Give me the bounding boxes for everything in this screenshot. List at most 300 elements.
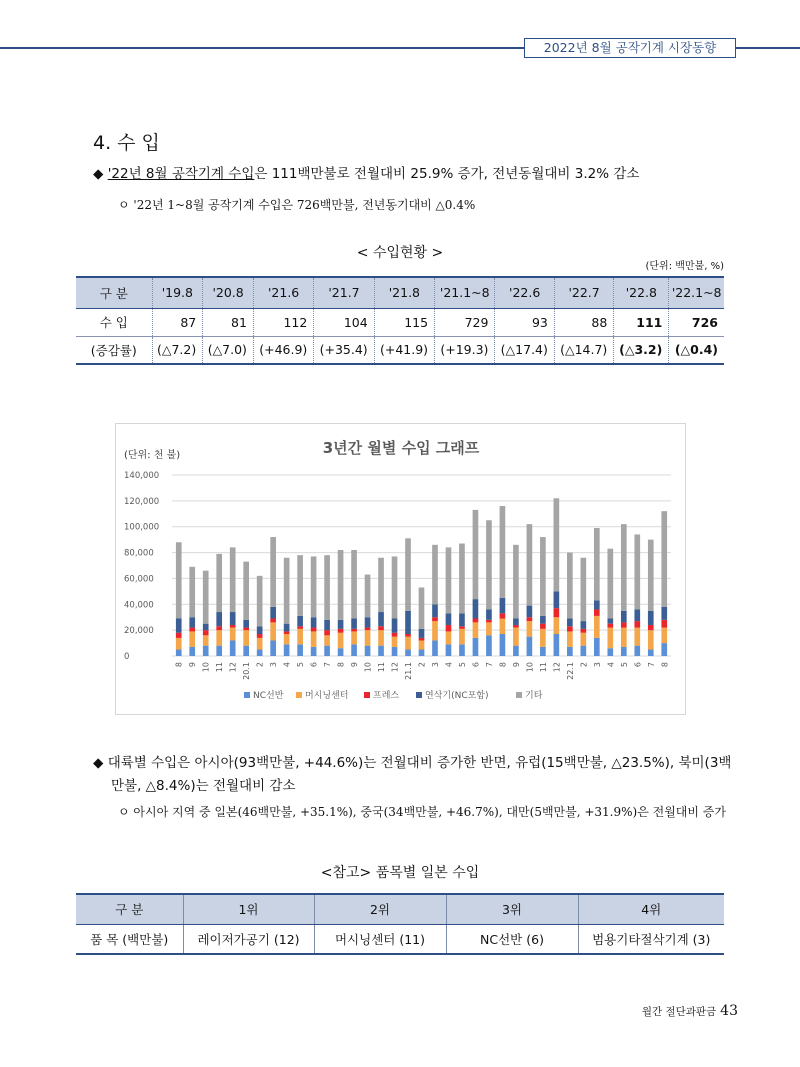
x-tick-label: 8 <box>336 662 346 668</box>
bar-segment <box>607 549 613 619</box>
y-tick-label: 0 <box>124 652 130 662</box>
bar-segment <box>392 619 398 633</box>
legend-swatch <box>416 692 422 698</box>
table-cell: 87 <box>152 308 203 336</box>
bar-segment <box>257 650 263 656</box>
x-tick-label: 5 <box>296 662 306 668</box>
table-cell: 머시닝센터 (11) <box>314 924 446 954</box>
bar-segment <box>311 647 317 656</box>
bar-segment <box>661 607 667 620</box>
bar-segment <box>446 644 452 656</box>
bar-segment <box>324 630 330 635</box>
bar-segment <box>324 620 330 630</box>
bar-segment <box>365 575 371 618</box>
header-title: 2022년 8월 공작기계 시장동향 <box>524 38 736 58</box>
table-header-cell: '22.7 <box>554 277 613 308</box>
bar-segment <box>607 619 613 624</box>
bar-segment <box>284 644 290 656</box>
bar-segment <box>257 626 263 634</box>
bullet-underlined-text: '22년 8월 공작기계 수입 <box>107 166 255 182</box>
x-tick-label: 5 <box>619 662 629 668</box>
bar-segment <box>338 633 344 649</box>
bar-segment <box>554 498 560 591</box>
bar-segment <box>419 638 425 641</box>
bar-segment <box>540 629 546 647</box>
y-tick-label: 80,000 <box>124 548 154 559</box>
bar-segment <box>621 622 627 627</box>
bar-segment <box>459 644 465 656</box>
x-tick-label: 12 <box>228 662 238 673</box>
bar-segment <box>594 616 600 638</box>
bar-segment <box>297 616 303 626</box>
x-tick-label: 7 <box>484 662 494 668</box>
bar-segment <box>486 609 492 619</box>
bar-segment <box>554 591 560 608</box>
table-cell: (△0.4) <box>669 336 724 364</box>
bar-segment <box>284 558 290 624</box>
table-header-cell: 구 분 <box>76 277 152 308</box>
bar-segment <box>446 547 452 613</box>
bullet-summary <box>93 162 639 182</box>
table-header-row <box>76 277 724 308</box>
bar-segment <box>581 621 587 629</box>
table-cell: (△17.4) <box>495 336 554 364</box>
table2-title: <참고> 품목별 일본 수입 <box>320 865 480 881</box>
bar-segment <box>311 556 317 617</box>
bar-segment <box>540 537 546 616</box>
bar-segment <box>405 637 411 650</box>
x-tick-label: 21.1 <box>404 662 414 680</box>
table-row <box>76 924 724 954</box>
table-cell: (증감률) <box>76 336 152 364</box>
bar-segment <box>230 625 236 628</box>
bar-segment <box>621 524 627 611</box>
x-tick-label: 9 <box>511 662 521 668</box>
bar-segment <box>270 640 276 656</box>
bar-segment <box>243 562 249 620</box>
legend-label: 기타 <box>525 691 543 701</box>
bar-segment <box>567 626 573 631</box>
bar-segment <box>621 628 627 647</box>
bar-segment <box>257 638 263 650</box>
bar-segment <box>513 628 519 646</box>
bar-segment <box>419 640 425 649</box>
bar-segment <box>581 629 587 633</box>
x-tick-label: 2 <box>417 662 427 668</box>
x-tick-label: 7 <box>323 662 333 668</box>
bar-segment <box>513 625 519 628</box>
bar-segment <box>459 544 465 614</box>
bar-segment <box>297 629 303 645</box>
bar-segment <box>661 643 667 656</box>
bar-segment <box>527 617 533 621</box>
chart-svg <box>116 424 687 716</box>
table-cell: (△14.7) <box>554 336 613 364</box>
bar-segment <box>243 620 249 628</box>
x-tick-label: 11 <box>215 662 225 673</box>
bar-segment <box>473 599 479 618</box>
table-cell: 88 <box>554 308 613 336</box>
bar-segment <box>338 648 344 656</box>
bar-segment <box>243 628 249 631</box>
legend-swatch <box>516 692 522 698</box>
bar-segment <box>324 635 330 645</box>
table1-title: < 수입현황 > <box>356 245 444 261</box>
bar-segment <box>311 617 317 627</box>
monthly-import-chart <box>115 423 686 715</box>
x-tick-label: 2 <box>255 662 265 668</box>
bar-segment <box>634 621 640 627</box>
x-tick-label: 4 <box>282 662 292 668</box>
table-header-cell: 4위 <box>578 894 724 924</box>
table-cell: (+19.3) <box>435 336 495 364</box>
table-cell: 104 <box>314 308 374 336</box>
bar-segment <box>432 617 438 621</box>
bar-segment <box>459 613 465 626</box>
y-tick-label: 120,000 <box>124 496 160 507</box>
bar-segment <box>661 511 667 607</box>
bar-segment <box>540 616 546 624</box>
x-tick-label: 10 <box>363 662 373 673</box>
x-tick-label: 10 <box>525 662 535 673</box>
bar-segment <box>567 631 573 647</box>
bar-segment <box>554 617 560 634</box>
bar-segment <box>634 628 640 646</box>
table-header-cell: '22.6 <box>495 277 554 308</box>
y-tick-label: 60,000 <box>124 574 154 585</box>
bar-segment <box>365 617 371 627</box>
bar-segment <box>351 629 357 632</box>
bar-segment <box>230 640 236 656</box>
import-status-table <box>76 276 724 365</box>
bar-segment <box>378 626 384 630</box>
legend-label: 머시닝센터 <box>305 691 349 701</box>
x-tick-label: 8 <box>498 662 508 668</box>
bar-segment <box>338 629 344 633</box>
table-header-cell: '21.7 <box>314 277 374 308</box>
bar-segment <box>203 635 209 645</box>
x-tick-label: 6 <box>309 662 319 668</box>
bar-segment <box>297 626 303 629</box>
bar-segment <box>648 650 654 656</box>
diamond-bullet-icon: ◆ <box>93 166 104 182</box>
bar-segment <box>634 534 640 609</box>
bar-segment <box>216 626 222 630</box>
legend-swatch <box>364 692 370 698</box>
bar-segment <box>607 624 613 628</box>
bar-segment <box>419 629 425 638</box>
x-tick-label: 3 <box>269 662 279 668</box>
x-tick-label: 20.1 <box>242 662 252 680</box>
bar-segment <box>324 555 330 620</box>
y-tick-label: 100,000 <box>124 522 160 533</box>
bar-segment <box>661 620 667 628</box>
table-row-growth <box>76 336 724 364</box>
bar-segment <box>446 625 452 631</box>
bar-segment <box>594 609 600 615</box>
bar-segment <box>634 646 640 656</box>
bar-segment <box>270 607 276 619</box>
bar-segment <box>513 545 519 619</box>
bar-segment <box>486 622 492 635</box>
bar-segment <box>473 622 479 638</box>
bar-segment <box>459 626 465 629</box>
x-tick-label: 3 <box>430 662 440 668</box>
x-tick-label: 9 <box>188 662 198 668</box>
bar-segment <box>230 628 236 641</box>
bar-segment <box>432 640 438 656</box>
bullet-text-line2: 만불, △8.4%)는 전월대비 감소 <box>111 778 296 794</box>
bar-segment <box>338 620 344 629</box>
bar-segment <box>176 650 182 656</box>
bar-segment <box>473 619 479 623</box>
bar-segment <box>527 621 533 637</box>
bar-segment <box>513 619 519 625</box>
bar-segment <box>203 630 209 635</box>
bar-segment <box>203 646 209 656</box>
legend-label: 연삭기(NC포함) <box>425 691 489 701</box>
bar-segment <box>500 613 506 618</box>
bar-segment <box>270 537 276 607</box>
table-cell: 81 <box>203 308 254 336</box>
bar-segment <box>405 650 411 656</box>
bar-segment <box>297 555 303 616</box>
bar-segment <box>378 646 384 656</box>
bar-segment <box>486 520 492 609</box>
bar-segment <box>270 619 276 623</box>
bar-segment <box>216 646 222 656</box>
table-cell: (+46.9) <box>253 336 313 364</box>
bar-segment <box>203 624 209 630</box>
bar-segment <box>216 630 222 646</box>
bar-segment <box>432 604 438 617</box>
table-header-cell: 3위 <box>446 894 578 924</box>
x-tick-label: 12 <box>390 662 400 673</box>
bar-segment <box>243 630 249 646</box>
table-cell: (△7.0) <box>203 336 254 364</box>
table-header-cell: '21.8 <box>374 277 434 308</box>
bar-segment <box>351 644 357 656</box>
japan-import-table <box>76 893 724 955</box>
bar-segment <box>607 628 613 649</box>
chart-unit-label: (단위: 천 불) <box>124 450 181 461</box>
bar-segment <box>405 634 411 637</box>
bar-segment <box>446 631 452 644</box>
bar-segment <box>216 554 222 612</box>
bar-segment <box>473 510 479 599</box>
x-tick-label: 6 <box>471 662 481 668</box>
bar-segment <box>176 638 182 650</box>
x-tick-label: 12 <box>552 662 562 673</box>
legend-swatch <box>296 692 302 698</box>
table-header-row <box>76 894 724 924</box>
table-cell: NC선반 (6) <box>446 924 578 954</box>
table-cell: (+35.4) <box>314 336 374 364</box>
bar-segment <box>311 631 317 647</box>
bar-segment <box>459 629 465 645</box>
bar-segment <box>648 611 654 625</box>
bar-segment <box>405 611 411 634</box>
bar-segment <box>581 646 587 656</box>
bar-segment <box>446 613 452 625</box>
bar-segment <box>311 628 317 632</box>
bar-segment <box>500 634 506 656</box>
bar-segment <box>486 635 492 656</box>
bar-segment <box>324 646 330 656</box>
bar-segment <box>594 638 600 656</box>
x-tick-label: 8 <box>660 662 670 668</box>
bar-segment <box>527 637 533 656</box>
bullet-text-line1: 대륙별 수입은 아시아(93백만불, +44.6%)는 전월대비 증가한 반면, 유럽(15백만불, △23.5%), 북미(3백 <box>107 755 732 771</box>
table-cell: 111 <box>614 308 669 336</box>
bullet-regional <box>93 752 733 798</box>
x-tick-label: 22.1 <box>565 662 575 680</box>
table-cell: 범용기타절삭기계 (3) <box>578 924 724 954</box>
bar-segment <box>189 631 195 647</box>
bar-segment <box>607 648 613 656</box>
table-cell: (△7.2) <box>152 336 203 364</box>
x-tick-label: 3 <box>592 662 602 668</box>
bar-segment <box>432 621 438 640</box>
bar-segment <box>378 630 384 646</box>
bar-segment <box>351 550 357 619</box>
legend-swatch <box>244 692 250 698</box>
bar-segment <box>634 609 640 621</box>
x-tick-label: 2 <box>579 662 589 668</box>
bar-segment <box>392 637 398 647</box>
table-cell: 115 <box>374 308 434 336</box>
sub-bullet-asia: ㅇ 아시아 지역 중 일본(46백만불, +35.1%), 중국(34백만불, +46.7%), 대만(5백만불, +31.9%)은 전월대비 증가 <box>118 805 726 819</box>
bar-segment <box>351 619 357 629</box>
y-tick-label: 140,000 <box>124 471 160 481</box>
bar-segment <box>419 650 425 656</box>
bar-segment <box>648 630 654 649</box>
bar-segment <box>392 647 398 656</box>
bar-segment <box>176 542 182 618</box>
table-cell: (△3.2) <box>614 336 669 364</box>
bar-segment <box>581 558 587 621</box>
bar-segment <box>581 633 587 646</box>
bar-segment <box>540 624 546 629</box>
y-tick-label: 20,000 <box>124 626 154 637</box>
x-tick-label: 5 <box>457 662 467 668</box>
x-tick-label: 6 <box>633 662 643 668</box>
bar-segment <box>661 628 667 644</box>
table-cell: 93 <box>495 308 554 336</box>
x-tick-label: 4 <box>444 662 454 668</box>
section-title: 4. 수 입 <box>93 132 160 154</box>
legend-label: 프레스 <box>373 691 400 701</box>
bar-segment <box>432 545 438 604</box>
x-tick-label: 7 <box>646 662 656 668</box>
diamond-bullet-icon: ◆ <box>93 755 104 771</box>
bar-segment <box>567 619 573 627</box>
bar-segment <box>378 612 384 626</box>
x-tick-label: 8 <box>174 662 184 668</box>
bar-segment <box>540 647 546 656</box>
bar-segment <box>621 647 627 656</box>
x-tick-label: 11 <box>538 662 548 673</box>
bar-segment <box>500 506 506 598</box>
x-tick-label: 10 <box>201 662 211 673</box>
bar-segment <box>365 628 371 631</box>
table-header-cell: '22.1~8 <box>669 277 724 308</box>
bar-segment <box>554 608 560 617</box>
bar-segment <box>500 598 506 614</box>
page-number: 43 <box>720 1003 738 1019</box>
bar-segment <box>365 630 371 646</box>
bar-segment <box>648 540 654 611</box>
bar-segment <box>176 633 182 638</box>
table-cell: (+41.9) <box>374 336 434 364</box>
page-footer <box>642 1003 738 1019</box>
bar-segment <box>567 647 573 656</box>
bar-segment <box>473 638 479 656</box>
table-cell: 729 <box>435 308 495 336</box>
bar-segment <box>230 547 236 612</box>
bar-segment <box>419 587 425 628</box>
bar-segment <box>554 634 560 656</box>
bar-segment <box>189 617 195 627</box>
bar-segment <box>257 634 263 638</box>
bar-segment <box>284 634 290 644</box>
bar-segment <box>648 625 654 630</box>
bar-segment <box>365 646 371 656</box>
table-header-cell: 1위 <box>183 894 314 924</box>
table-cell: 수 입 <box>76 308 152 336</box>
table-cell: 레이저가공기 (12) <box>183 924 314 954</box>
bar-segment <box>392 556 398 618</box>
bar-segment <box>594 600 600 609</box>
y-tick-label: 40,000 <box>124 600 154 611</box>
table1-unit: (단위: 백만불, %) <box>645 261 724 272</box>
table-header-cell: '21.1~8 <box>435 277 495 308</box>
sub-bullet-ytd: ㅇ '22년 1~8월 공작기계 수입은 726백만불, 전년동기대비 △0.4% <box>118 198 476 212</box>
bar-segment <box>351 631 357 644</box>
bar-segment <box>257 576 263 626</box>
bar-segment <box>392 633 398 637</box>
bar-segment <box>297 644 303 656</box>
x-tick-label: 9 <box>350 662 360 668</box>
table-header-cell: '20.8 <box>203 277 254 308</box>
bar-segment <box>378 558 384 612</box>
footer-label: 월간 절단과판금 <box>641 1006 717 1018</box>
bar-segment <box>527 524 533 605</box>
table-header-cell: 구 분 <box>76 894 183 924</box>
bar-segment <box>486 620 492 623</box>
bar-segment <box>243 646 249 656</box>
table-cell: 726 <box>669 308 724 336</box>
x-tick-label: 4 <box>606 662 616 668</box>
table-row-import <box>76 308 724 336</box>
bar-segment <box>216 612 222 626</box>
bar-segment <box>189 567 195 617</box>
bar-segment <box>176 619 182 633</box>
bar-segment <box>230 612 236 625</box>
table-header-cell: 2위 <box>314 894 446 924</box>
bar-segment <box>284 631 290 634</box>
bar-segment <box>203 571 209 624</box>
chart-title: 3년간 월별 수입 그래프 <box>322 439 480 457</box>
bar-segment <box>500 619 506 635</box>
x-tick-label: 11 <box>377 662 387 673</box>
bar-segment <box>189 647 195 656</box>
table-cell: 품 목 (백만불) <box>76 924 183 954</box>
bar-segment <box>270 622 276 640</box>
bar-segment <box>594 528 600 600</box>
bar-segment <box>405 538 411 610</box>
table-cell: 112 <box>253 308 313 336</box>
